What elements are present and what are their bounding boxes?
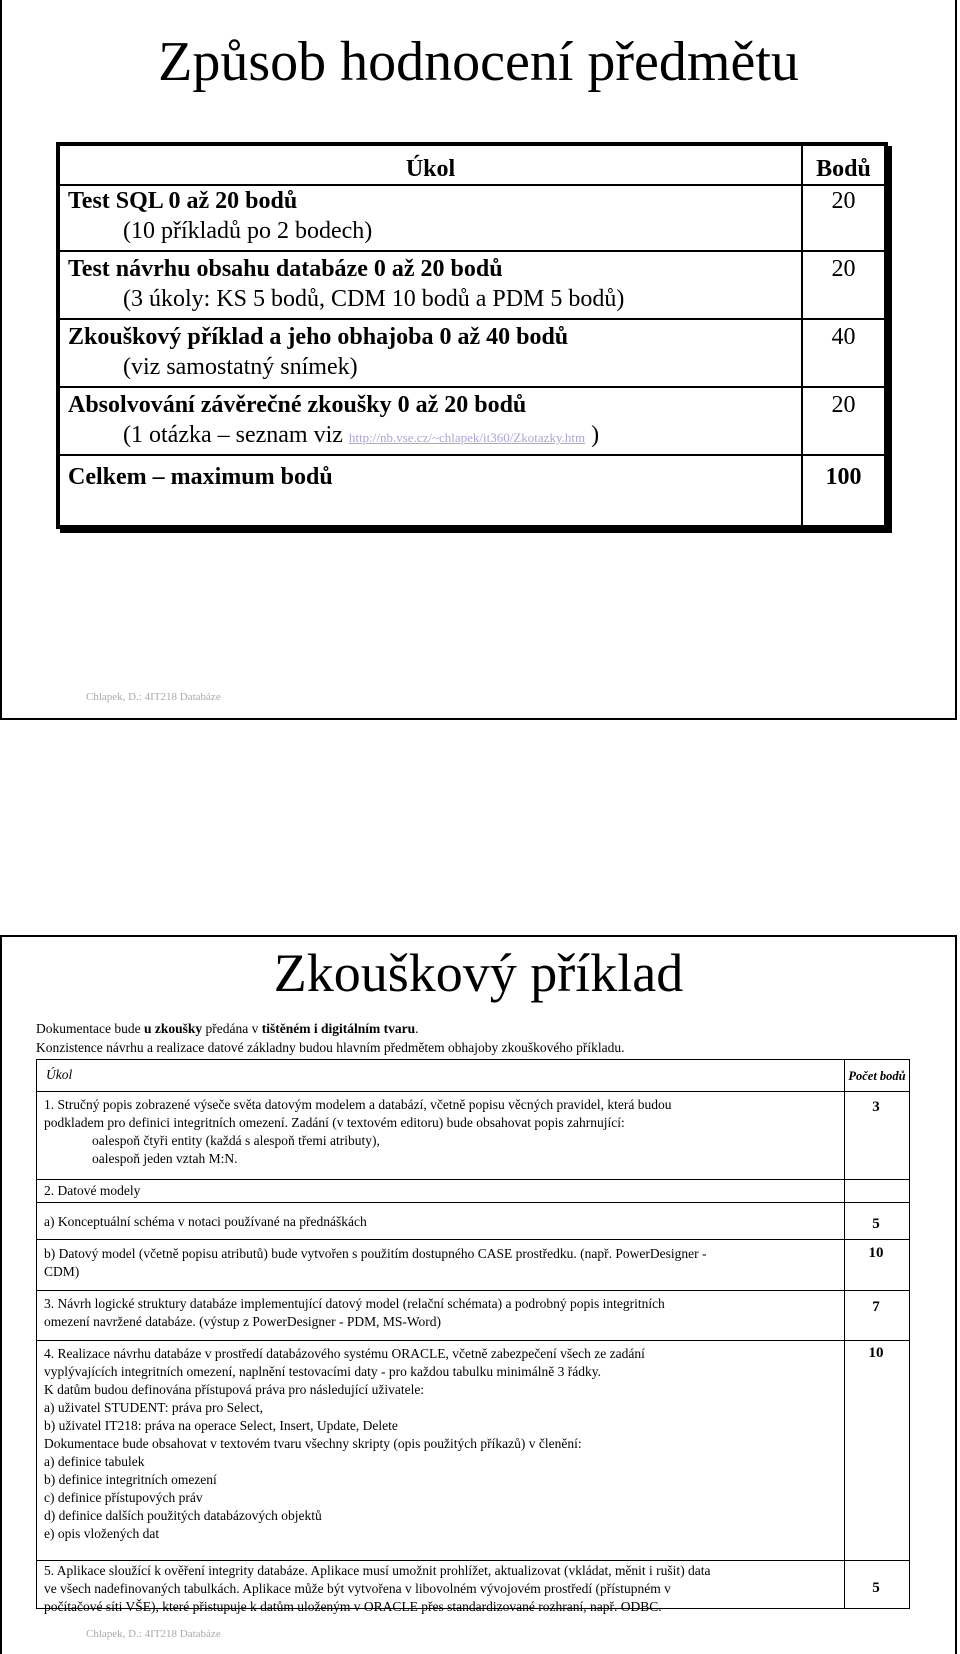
- header-task: Úkol: [46, 1067, 73, 1082]
- task-2: 2. Datové modely: [44, 1183, 141, 1198]
- task-4-line: b) uživatel IT218: práva na operace Select, Insert, Update, Delete: [44, 1418, 398, 1433]
- table-row: [68, 254, 798, 314]
- row-divider: [36, 1059, 910, 1060]
- row-divider: [60, 250, 884, 252]
- row-divider: [60, 454, 884, 456]
- task-4-points: 10: [868, 1345, 884, 1361]
- row-points: 40: [831, 324, 856, 350]
- slide-footer: Chlapek, D.: 4IT218 Databáze: [86, 691, 221, 703]
- row-subtitle: [68, 420, 798, 453]
- task-5-line: 5. Aplikace sloužící k ověření integrity databáze. Aplikace musí umožnit prohlížet, aktualizovat (vkládat, měnit i rušit) data: [44, 1563, 711, 1578]
- task-3-points: 7: [872, 1299, 880, 1315]
- slide-evaluation: [0, 0, 957, 720]
- task-4-line: a) uživatel STUDENT: práva pro Select,: [44, 1400, 263, 1415]
- intro-text: Dokumentace bude: [36, 1021, 144, 1036]
- task-4-line: 4. Realizace návrhu databáze v prostředí databázového systému ORACLE, včetně zabezpečení všech ze zadání: [44, 1346, 645, 1361]
- task-2a-points: 5: [872, 1216, 880, 1232]
- table-row: [68, 186, 798, 246]
- task-4: [44, 1345, 645, 1543]
- task-1: [44, 1096, 672, 1168]
- row-divider: [36, 1179, 910, 1180]
- task-2b-points: 10: [868, 1245, 884, 1261]
- table-row: [68, 322, 798, 382]
- task-1-bullet: oalespoň čtyři entity (každá s alespoň třemi atributy),: [92, 1133, 380, 1148]
- column-divider: [909, 1059, 910, 1609]
- intro-text: předána v: [202, 1021, 262, 1036]
- task-3: [44, 1295, 665, 1331]
- task-1-line: 1. Stručný popis zobrazené výseče světa datovým modelem a databází, včetně popisu věcných pravidel, která budou: [44, 1097, 672, 1112]
- row-divider: [36, 1290, 910, 1291]
- row-title: Absolvování závěrečné zkoušky 0 až 20 bodů: [68, 392, 527, 418]
- slide-footer: Chlapek, D.: 4IT218 Databáze: [86, 1628, 221, 1640]
- row-points: 20: [831, 188, 856, 214]
- row-title: Zkouškový příklad a jeho obhajoba 0 až 40 bodů: [68, 324, 569, 350]
- row-divider: [36, 1091, 910, 1092]
- slide-title: Způsob hodnocení předmětu: [158, 31, 799, 93]
- header-points: Počet bodů: [848, 1069, 906, 1083]
- task-2a: a) Konceptuální schéma v notaci používané na přednáškách: [44, 1214, 367, 1229]
- task-1-line: podkladem pro definici integritních omezení. Zadání (v textovém editoru) bude obsahovat popis zahrnující:: [44, 1115, 625, 1130]
- task-4-line: d) definice dalších použitých databázových objektů: [44, 1508, 322, 1523]
- subtitle-suffix: ): [585, 422, 600, 448]
- intro-text: .: [415, 1021, 419, 1036]
- intro-line-2: Konzistence návrhu a realizace datové základny budou hlavním předmětem obhajoby zkouškového příkladu.: [36, 1040, 625, 1055]
- row-divider: [36, 1239, 910, 1240]
- row-subtitle: (10 příkladů po 2 bodech): [123, 218, 373, 244]
- task-4-line: e) opis vložených dat: [44, 1526, 160, 1541]
- task-5-points: 5: [872, 1580, 880, 1596]
- row-points: 20: [831, 256, 856, 282]
- column-divider: [844, 1059, 845, 1609]
- intro-bold: u zkoušky: [143, 1021, 203, 1036]
- intro-bold: tištěném i digitálním tvaru: [261, 1021, 416, 1036]
- row-divider: [36, 1340, 910, 1341]
- subtitle-prefix: (1 otázka – seznam viz: [123, 422, 349, 448]
- task-1-bullet: oalespoň jeden vztah M:N.: [92, 1151, 238, 1166]
- task-5: [44, 1562, 711, 1616]
- header-task: Úkol: [405, 156, 456, 182]
- table-row: [68, 390, 798, 453]
- task-3-line: 3. Návrh logické struktury databáze implementující datový model (relační schémata) a podrobný popis integritních: [44, 1296, 665, 1311]
- total-points: 100: [825, 464, 862, 490]
- task-4-line: K datům budou definována přístupová práva pro následující uživatele:: [44, 1382, 425, 1397]
- row-divider: [36, 1202, 910, 1203]
- task-1-points: 3: [872, 1099, 880, 1115]
- task-4-line: c) definice přístupových práv: [44, 1490, 203, 1505]
- task-5-line: ve všech nadefinovaných tabulkách. Aplikace může být vytvořena v libovolném vývojovém prostředí (přístupném v: [44, 1581, 671, 1596]
- points-table: [56, 142, 888, 529]
- row-divider: [60, 386, 884, 388]
- row-divider: [60, 318, 884, 320]
- task-2b-line: CDM): [44, 1264, 80, 1279]
- task-5-line: počítačové síti VŠE), které přistupuje k datům uloženým v ORACLE přes standardizované rozhraní, např. ODBC.: [44, 1599, 662, 1614]
- task-4-line: a) definice tabulek: [44, 1454, 145, 1469]
- row-title: Test návrhu obsahu databáze 0 až 20 bodů: [68, 256, 503, 282]
- task-2b-line: b) Datový model (včetně popisu atributů) bude vytvořen s použitím dostupného CASE prostředku. (např. PowerDesigner -: [44, 1246, 707, 1261]
- row-divider: [36, 1560, 910, 1561]
- column-divider: [36, 1059, 37, 1609]
- task-3-line: omezení navržené databáze. (výstup z PowerDesigner - PDM, MS-Word): [44, 1314, 442, 1329]
- task-4-line: b) definice integritních omezení: [44, 1472, 217, 1487]
- row-subtitle: (viz samostatný snímek): [123, 354, 358, 380]
- slide-title: Zkouškový příklad: [273, 943, 684, 1003]
- task-table: [36, 1059, 910, 1614]
- row-title: Test SQL 0 až 20 bodů: [68, 188, 298, 214]
- task-4-line: vyplývajících integritních omezení, naplnění testovacími daty - pro každou tabulku minimálně 3 řádky.: [44, 1364, 601, 1379]
- task-2b: [44, 1245, 707, 1281]
- questions-link[interactable]: http://nb.vse.cz/~chlapek/it360/Zkotazky.htm: [348, 430, 586, 445]
- row-subtitle: (3 úkoly: KS 5 bodů, CDM 10 bodů a PDM 5 bodů): [123, 286, 625, 312]
- intro-line-1: [36, 1020, 418, 1038]
- task-4-line: Dokumentace bude obsahovat v textovém tvaru všechny skripty (opis použitých příkazů) v členění:: [44, 1436, 582, 1451]
- total-label: Celkem – maximum bodů: [68, 464, 333, 490]
- header-points: Bodů: [816, 156, 871, 182]
- row-points: 20: [831, 392, 856, 418]
